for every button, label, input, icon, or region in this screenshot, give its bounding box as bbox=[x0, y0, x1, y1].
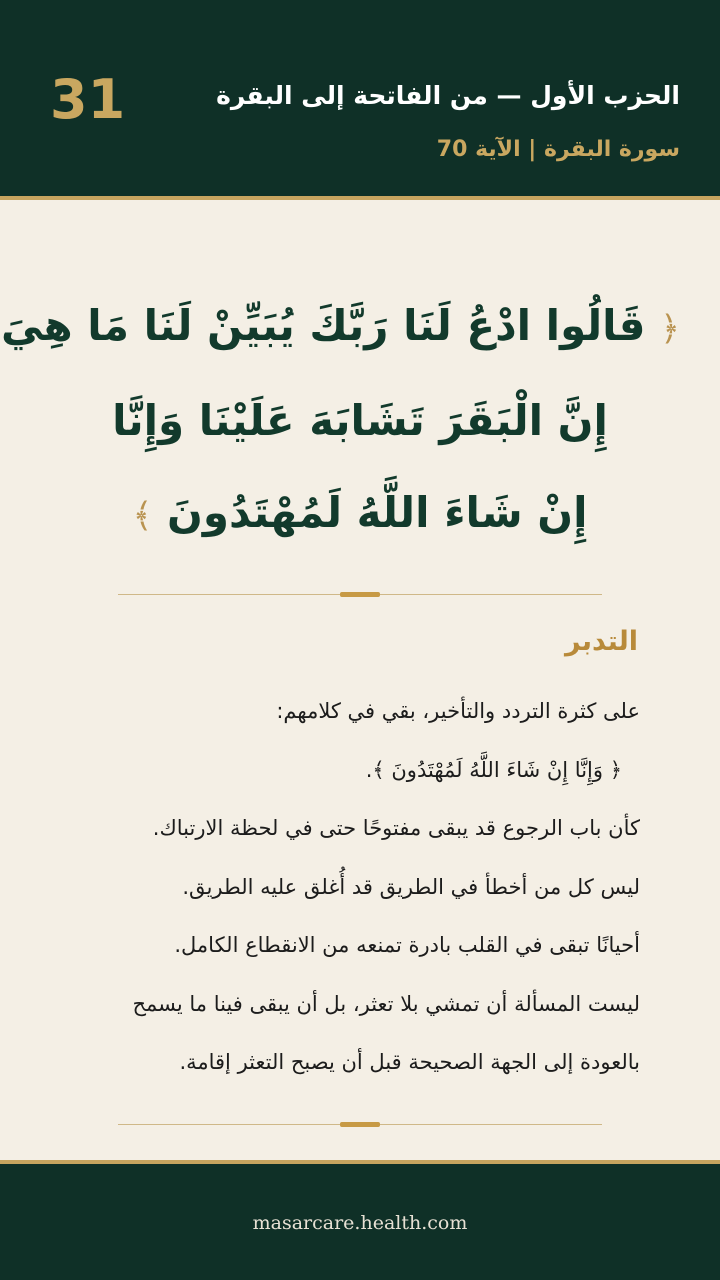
verse-line-3 bbox=[40, 467, 680, 562]
page-number: 31 bbox=[50, 68, 126, 131]
verse-line-3-text: إِنْ شَاءَ اللَّهُ لَمُهْتَدُونَ bbox=[167, 488, 588, 537]
quran-verse bbox=[1, 280, 680, 562]
reflection-line: ليست المسألة أن تمشي بلا تعثر، بل أن يبقى فينا ما يسمح bbox=[132, 991, 640, 1016]
reflection-line: بالعودة إلى الجهة الصحيحة قبل أن يصبح التعثر إقامة. bbox=[179, 1050, 640, 1074]
divider-accent bbox=[340, 1122, 380, 1127]
reflection-line: ليس كل من أخطأ في الطريق قد أُغلق عليه الطريق. bbox=[182, 874, 640, 899]
divider-accent bbox=[340, 592, 380, 597]
reflection-body bbox=[70, 682, 640, 1092]
page-header bbox=[0, 0, 720, 200]
reflection-line: كأن باب الرجوع قد يبقى مفتوحًا حتى في لحظة الارتباك. bbox=[152, 816, 640, 840]
verse-line-2: إِنَّ الْبَقَرَ تَشَابَهَ عَلَيْنَا وَإِنَّا bbox=[112, 396, 608, 445]
reflection-title: التدبر bbox=[565, 626, 638, 657]
reflection-line: أحيانًا تبقى في القلب بادرة تمنعه من الانقطاع الكامل. bbox=[174, 933, 640, 957]
verse-line-1 bbox=[1, 280, 680, 375]
surah-reference: سورة البقرة | الآية 70 bbox=[436, 137, 680, 162]
reflection-line: على كثرة التردد والتأخير، بقي في كلامهم: bbox=[276, 699, 640, 723]
hizb-title: الحزب الأول — من الفاتحة إلى البقرة bbox=[216, 81, 680, 110]
divider-bottom bbox=[118, 1124, 602, 1125]
website-link[interactable]: masarcare.health.com bbox=[252, 1212, 468, 1234]
page-footer bbox=[0, 1160, 720, 1280]
verse-line-1-text: قَالُوا ادْعُ لَنَا رَبَّكَ يُبَيِّنْ لَنَا مَا هِيَ bbox=[1, 301, 646, 350]
reflection-quote: ﴿ وَإِنَّا إِنْ شَاءَ اللَّهُ لَمُهْتَدُونَ ﴾. bbox=[365, 757, 622, 782]
verse-close-ornament-icon: ﴾ bbox=[132, 496, 153, 536]
divider-top bbox=[118, 594, 602, 595]
verse-open-ornament-icon: ﴿ bbox=[660, 309, 680, 349]
